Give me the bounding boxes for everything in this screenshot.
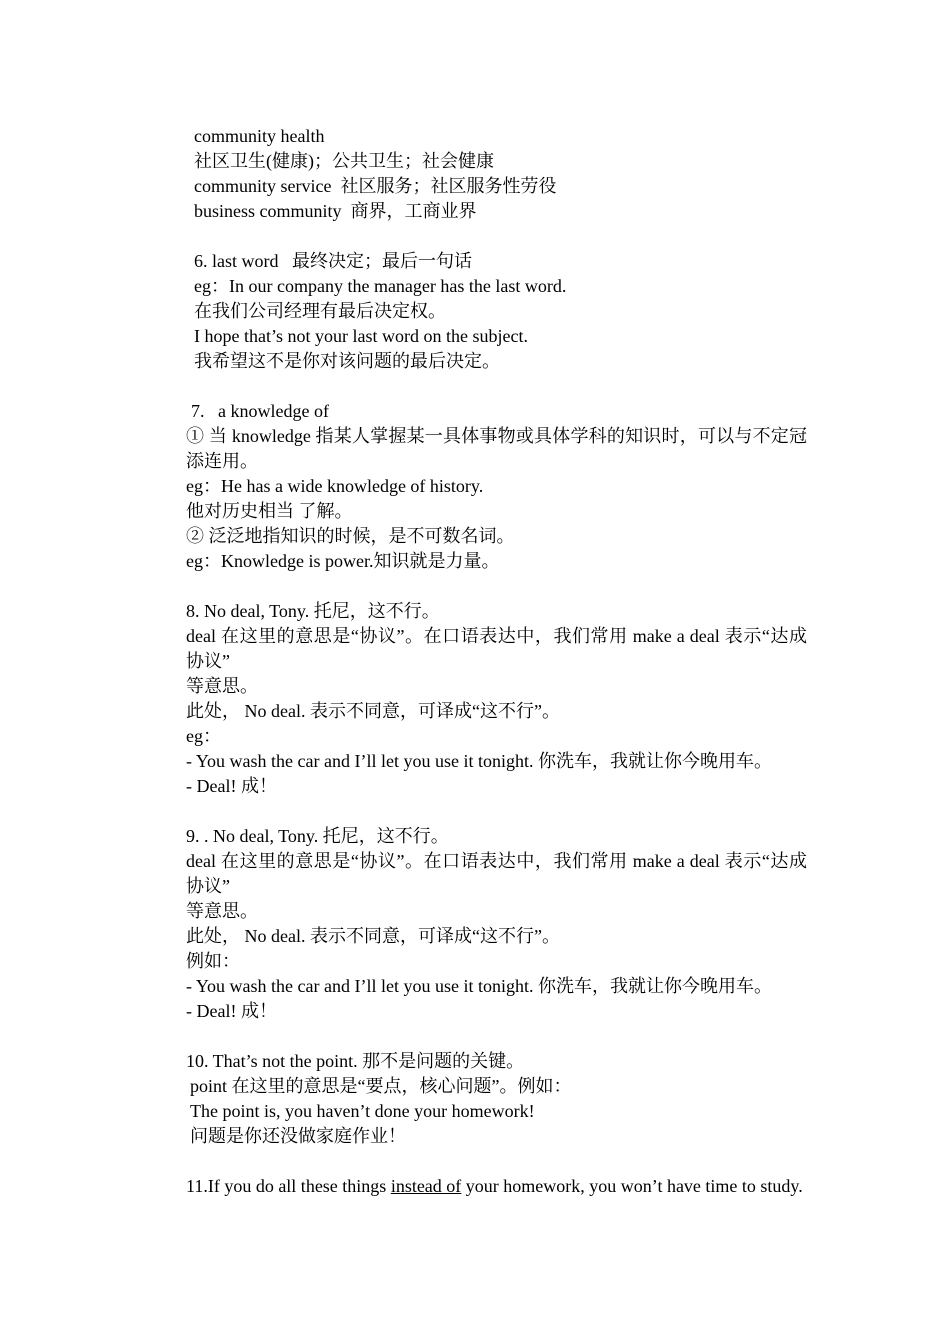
explanation-paragraph: ② 泛泛地指知识的时候，是不可数名词。: [186, 526, 515, 546]
explanation-paragraph: ① 当 knowledge 指某人掌握某一具体事物或具体学科的知识时，可以与不定冠添连用。: [186, 426, 807, 471]
dialogue-line: - You wash the car and I’ll let you use it tonight. 你洗车，我就让你今晚用车。: [186, 976, 772, 996]
phrase-line: community service 社区服务；社区服务性劳役: [194, 176, 557, 196]
section-heading: 10. That’s not the point. 那不是问题的关键。: [186, 1051, 525, 1071]
spacer: [186, 799, 807, 824]
section-10: [186, 1049, 807, 1149]
dialogue-line: - Deal! 成！: [186, 776, 277, 796]
example-label: eg：: [186, 726, 221, 746]
section-heading: [186, 1174, 807, 1199]
phrase-line: business community 商界，工商业界: [194, 201, 477, 221]
section-6: [186, 249, 807, 374]
explanation-continuation: 等意思。: [186, 901, 258, 921]
explanation-continuation: 等意思。: [186, 676, 258, 696]
section-heading: 6. last word 最终决定；最后一句话: [194, 251, 472, 271]
dialogue-line: - Deal! 成！: [186, 1001, 277, 1021]
spacer: [186, 1024, 807, 1049]
heading-text-end: your homework, you won’t have time to study.: [461, 1176, 803, 1196]
explanation-paragraph: deal 在这里的意思是“协议”。在口语表达中，我们常用 make a deal 表示“达成协议”: [186, 851, 807, 896]
example-sentence: I hope that’s not your last word on the subject.: [194, 326, 528, 346]
heading-text-start: 11.If you do all these things: [186, 1176, 391, 1196]
example-translation: 他对历史相当 了解。: [186, 501, 353, 521]
explanation-paragraph: 此处， No deal. 表示不同意，可译成“这不行”。: [186, 701, 560, 721]
example-translation: 我希望这不是你对该问题的最后决定。: [194, 351, 500, 371]
section-heading: 7. a knowledge of: [191, 401, 329, 421]
example-sentence: The point is, you haven’t done your homework!: [190, 1101, 535, 1121]
spacer: [186, 574, 807, 599]
section-8: [186, 599, 807, 799]
spacer: [186, 1149, 807, 1174]
section-11: [186, 1174, 807, 1199]
example-label: 例如：: [186, 951, 240, 971]
explanation-paragraph: deal 在这里的意思是“协议”。在口语表达中，我们常用 make a deal 表示“达成协议”: [186, 626, 807, 671]
example-translation: 问题是你还没做家庭作业！: [190, 1126, 406, 1146]
section-heading: 9. . No deal, Tony. 托尼，这不行。: [186, 826, 449, 846]
dialogue-line: - You wash the car and I’ll let you use it tonight. 你洗车，我就让你今晚用车。: [186, 751, 772, 771]
example-sentence: eg：He has a wide knowledge of history.: [186, 476, 484, 496]
translation-line: 社区卫生(健康)；公共卫生；社会健康: [194, 151, 494, 171]
example-translation: 在我们公司经理有最后决定权。: [194, 301, 446, 321]
spacer: [186, 374, 807, 399]
section-heading: 8. No deal, Tony. 托尼，这不行。: [186, 601, 440, 621]
example-sentence: eg：Knowledge is power.知识就是力量。: [186, 551, 500, 571]
section-9: [186, 824, 807, 1024]
explanation-paragraph: 此处， No deal. 表示不同意，可译成“这不行”。: [186, 926, 560, 946]
spacer: [186, 224, 807, 249]
explanation-paragraph: point 在这里的意思是“要点，核心问题”。例如：: [190, 1076, 572, 1096]
underlined-phrase: instead of: [390, 1176, 462, 1196]
section-7: [186, 399, 807, 574]
section-community: [186, 124, 807, 224]
document-body: [186, 124, 807, 1199]
phrase-line: community health: [194, 126, 325, 146]
example-sentence: eg：In our company the manager has the last word.: [194, 276, 567, 296]
